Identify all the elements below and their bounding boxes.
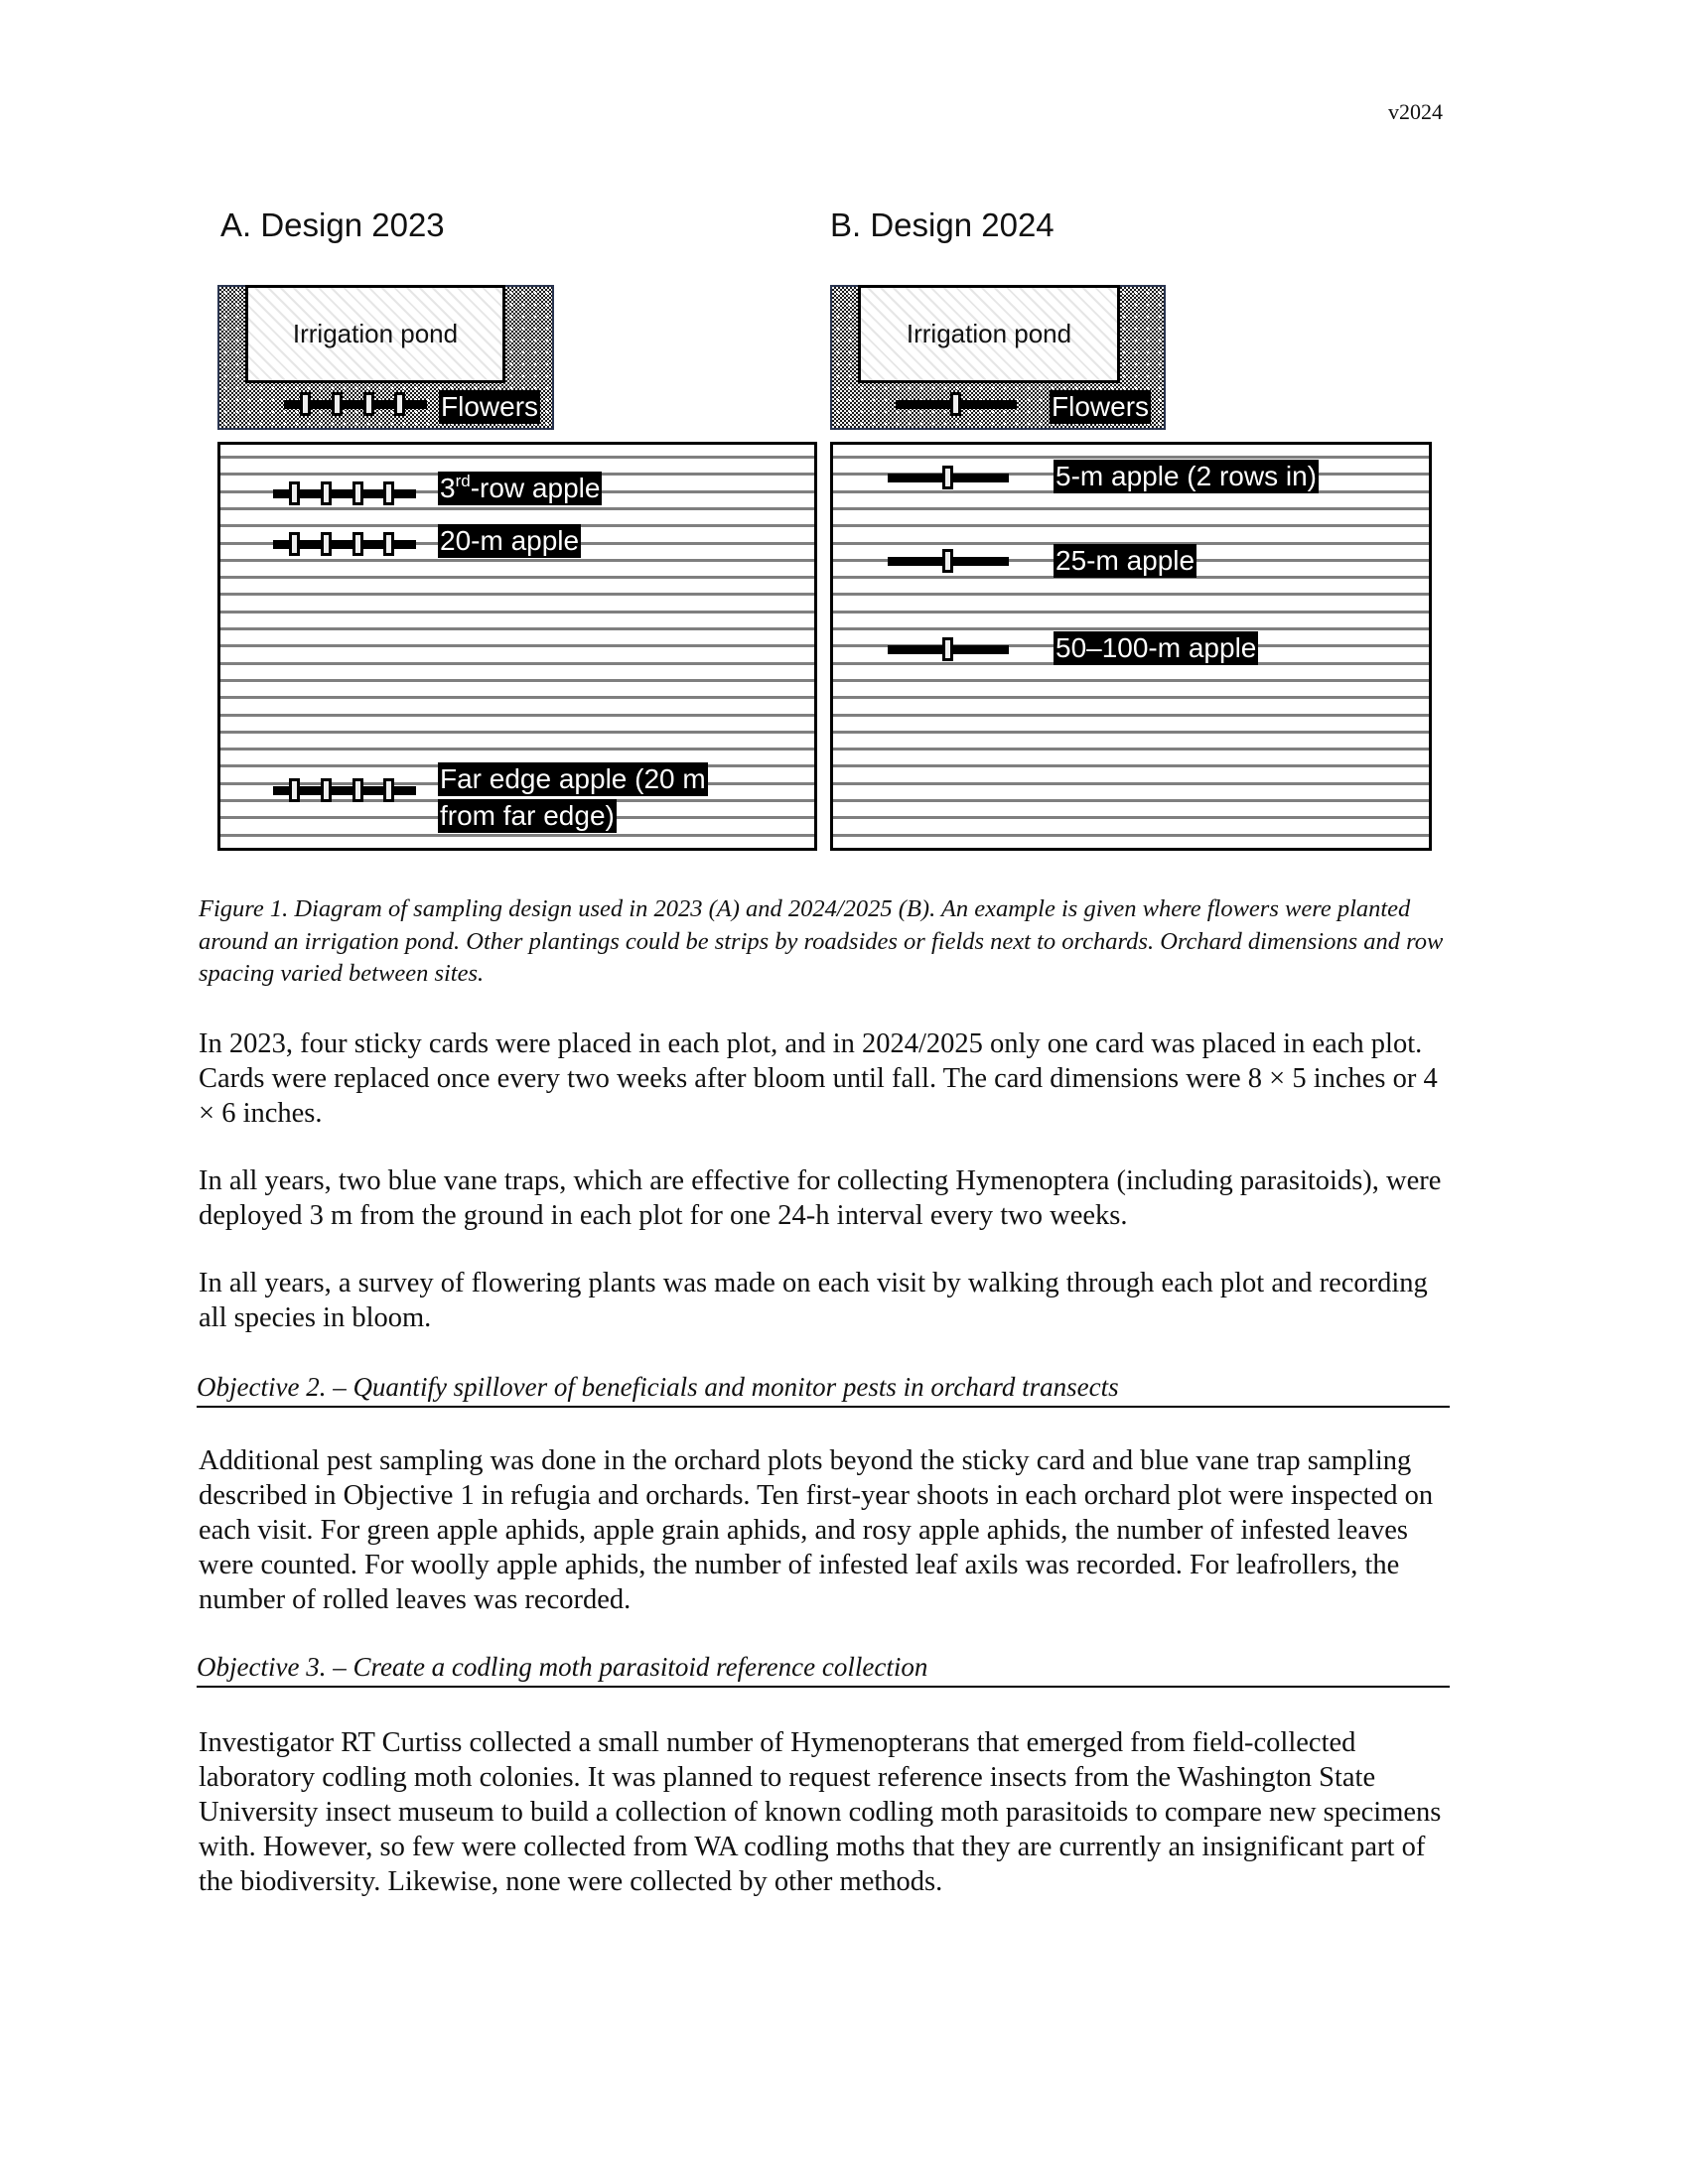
orchard-row-line bbox=[833, 679, 1429, 682]
sticky-card-icon bbox=[321, 532, 332, 556]
orchard-row-line bbox=[833, 593, 1429, 596]
orchard-row-line bbox=[833, 524, 1429, 527]
sticky-card-icon bbox=[332, 392, 343, 416]
panel-a-title: A. Design 2023 bbox=[220, 206, 445, 243]
sticky-card-icon bbox=[321, 778, 332, 802]
panel-b-orchard bbox=[830, 442, 1432, 851]
orchard-row-line bbox=[833, 799, 1429, 802]
orchard-row-line bbox=[833, 507, 1429, 510]
panel-b-label-25m: 25-m apple bbox=[1055, 545, 1196, 576]
orchard-row-line bbox=[833, 696, 1429, 699]
orchard-row-line bbox=[220, 559, 814, 562]
panel-b-pond-label: Irrigation pond bbox=[906, 319, 1072, 348]
panel-b-flower-refuge bbox=[830, 285, 1166, 430]
orchard-row-line bbox=[220, 593, 814, 596]
sticky-card-icon bbox=[321, 481, 332, 505]
sticky-card-icon bbox=[394, 392, 405, 416]
orchard-row-line bbox=[833, 731, 1429, 734]
version-label: v2024 bbox=[1388, 99, 1443, 124]
orchard-row-line bbox=[220, 731, 814, 734]
sticky-card-icon bbox=[383, 532, 394, 556]
panel-b-title: B. Design 2024 bbox=[830, 206, 1055, 243]
panel-b-label-50-100m: 50–100-m apple bbox=[1055, 632, 1257, 663]
sticky-card-icon bbox=[942, 637, 953, 661]
orchard-row-line bbox=[833, 764, 1429, 767]
label-superscript: rd bbox=[455, 472, 471, 490]
orchard-row-line bbox=[833, 748, 1429, 751]
orchard-row-line bbox=[220, 662, 814, 665]
orchard-row-line bbox=[220, 644, 814, 647]
orchard-row-line bbox=[220, 576, 814, 579]
orchard-row-line bbox=[833, 611, 1429, 614]
panel-a-flowers-label: Flowers bbox=[441, 391, 539, 422]
label-rest: -row apple bbox=[470, 473, 601, 503]
orchard-row-line bbox=[220, 714, 814, 717]
sticky-card-icon bbox=[352, 532, 363, 556]
sticky-card-icon bbox=[942, 466, 953, 489]
orchard-row-line bbox=[220, 627, 814, 630]
objective-2-paragraph: Additional pest sampling was done in the orchard plots beyond the sticky card and blue vane trap sampling described in Objective 1 in refugia and orchards. Ten first-year shoots in each orchard plot were inspected on each visit. For green apple aphids, apple grain aphids, and rosy apple aphids, the number of infested leaves were counted. For woolly apple aphids, the number of infested leaf axils was recorded. For leafrollers, the number of rolled leaves was recorded. bbox=[199, 1445, 1434, 1615]
objective-3-paragraph: Investigator RT Curtiss collected a small number of Hymenopterans that emerged from field-collected laboratory codling moth colonies. It was planned to request reference insects from the Washington State University insect museum to build a collection of known codling moth parasitoids to compare new specimens with. However, so few were collected from WA codling moths that they are currently an insignificant part of the biodiversity. Likewise, none were collected by other methods. bbox=[199, 1727, 1442, 1897]
panel-a-label-20m: 20-m apple bbox=[440, 525, 580, 556]
orchard-row-line bbox=[833, 714, 1429, 717]
sticky-card-icon bbox=[942, 549, 953, 573]
panel-b-irrigation-pond bbox=[858, 285, 1120, 383]
sticky-card-icon bbox=[383, 778, 394, 802]
orchard-row-line bbox=[220, 507, 814, 510]
panel-b-label-5m: 5-m apple (2 rows in) bbox=[1055, 461, 1317, 491]
panel-a-label-far-edge-line2: from far edge) bbox=[440, 800, 615, 831]
panel-a-orchard bbox=[217, 442, 817, 851]
panel-a-irrigation-pond bbox=[245, 285, 505, 383]
figure-caption: Figure 1. Diagram of sampling design used in 2023 (A) and 2024/2025 (B). An example is given where flowers were planted around an irrigation pond. Other plantings could be strips by roadsides or fields next to orchards. Orchard dimensions and row spacing varied between sites. bbox=[199, 895, 1444, 987]
panel-a-pond-label: Irrigation pond bbox=[292, 319, 459, 348]
paragraph-flower-survey: In all years, a survey of flowering plants was made on each visit by walking through each plot and recording all species in bloom. bbox=[199, 1268, 1428, 1333]
objective-3-heading: Objective 3. – Create a codling moth parasitoid reference collection bbox=[197, 1650, 1450, 1688]
orchard-row-line bbox=[833, 782, 1429, 785]
orchard-row-line bbox=[220, 611, 814, 614]
orchard-row-line bbox=[833, 627, 1429, 630]
sticky-card-icon bbox=[383, 481, 394, 505]
panel-b-flowers-label: Flowers bbox=[1052, 391, 1150, 422]
panel-a-label-3rd-row bbox=[438, 472, 602, 505]
orchard-row-line bbox=[833, 456, 1429, 459]
sticky-card-icon bbox=[289, 778, 300, 802]
orchard-row-line bbox=[220, 696, 814, 699]
orchard-row-line bbox=[833, 816, 1429, 819]
paragraph-blue-vane-traps: In all years, two blue vane traps, which are effective for collecting Hymenoptera (including parasitoids), were deployed 3 m from the ground in each plot for one 24-h interval every two weeks. bbox=[199, 1165, 1442, 1231]
orchard-row-line bbox=[220, 679, 814, 682]
orchard-row-line bbox=[833, 834, 1429, 837]
objective-2-heading: Objective 2. – Quantify spillover of beneficials and monitor pests in orchard transects bbox=[197, 1370, 1450, 1408]
panel-a-flower-refuge bbox=[217, 285, 554, 430]
sticky-card-icon bbox=[300, 392, 311, 416]
orchard-row-line bbox=[220, 748, 814, 751]
paragraph-sticky-cards: In 2023, four sticky cards were placed in each plot, and in 2024/2025 only one card was placed in each plot. Cards were replaced once every two weeks after bloom until fall. The card dimensions were 8 × 5 inches or 4 × 6 inches. bbox=[199, 1028, 1438, 1129]
sticky-card-icon bbox=[950, 392, 961, 416]
sticky-card-icon bbox=[289, 481, 300, 505]
sticky-card-icon bbox=[352, 778, 363, 802]
sticky-card-icon bbox=[289, 532, 300, 556]
sticky-card-icon bbox=[352, 481, 363, 505]
panel-a-label-far-edge-line1: Far edge apple (20 m bbox=[440, 763, 706, 794]
label-main: 3 bbox=[440, 473, 456, 503]
sticky-card-icon bbox=[363, 392, 374, 416]
orchard-row-line bbox=[220, 456, 814, 459]
orchard-row-line bbox=[220, 834, 814, 837]
